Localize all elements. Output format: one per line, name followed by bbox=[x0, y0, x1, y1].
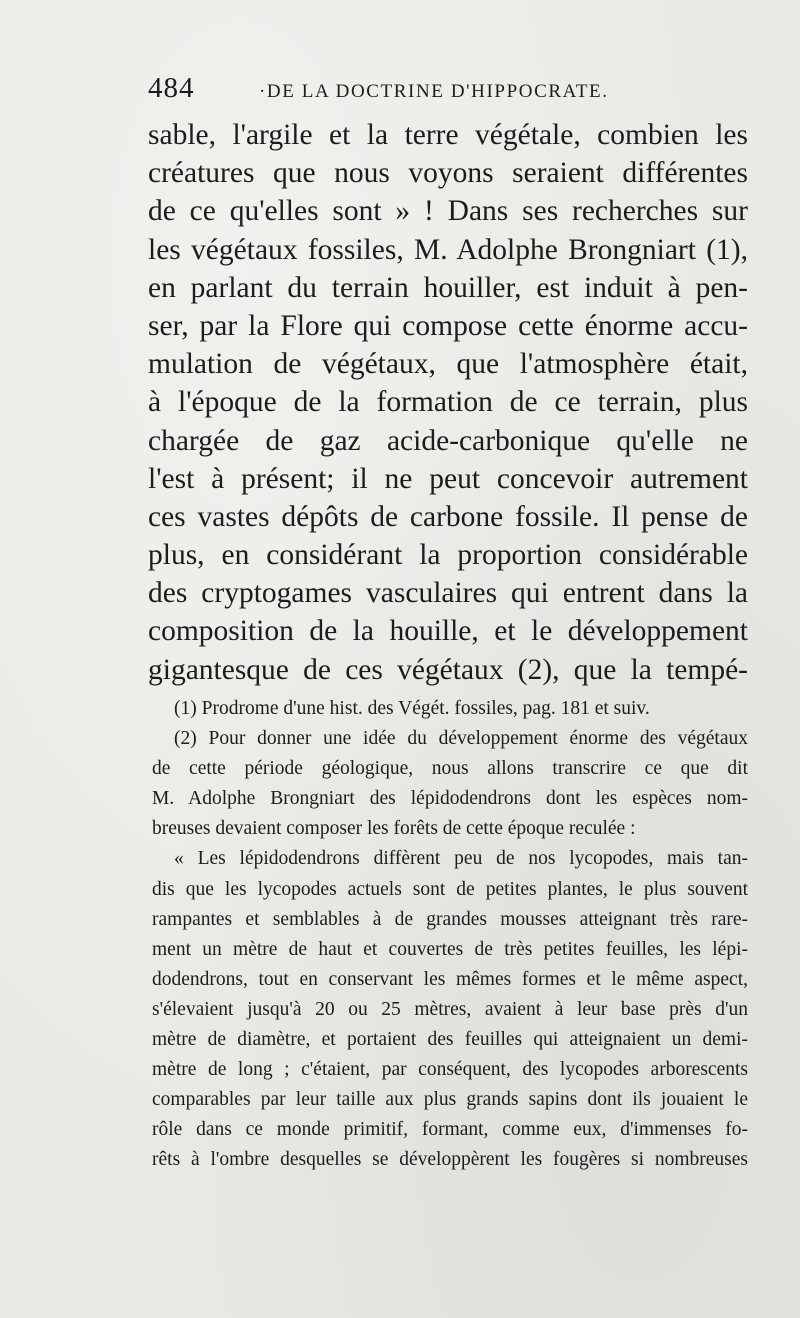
body-line: composition de la houille, et le développement bbox=[148, 615, 748, 648]
body-line: mulation de végétaux, que l'atmosphère était, bbox=[148, 348, 748, 381]
footnotes bbox=[152, 694, 748, 1176]
body-line: sable, l'argile et la terre végétale, combien les bbox=[148, 119, 748, 151]
running-title: ·DE LA DOCTRINE D'HIPPOCRATE. bbox=[259, 81, 609, 102]
footnote-line: rôle dans ce monde primitif, formant, comme eux, d'immenses fo- bbox=[152, 1119, 748, 1141]
body-line: gigantesque de ces végétaux (2), que la tempé- bbox=[148, 653, 748, 686]
footnote-line: comparables par leur taille aux plus grands sapins dont ils jouaient le bbox=[152, 1089, 748, 1111]
footnote-line: ment un mètre de haut et couvertes de très petites feuilles, les lépi- bbox=[152, 938, 748, 960]
body-line: l'est à présent; il ne peut concevoir autrement bbox=[148, 462, 748, 495]
footnote-line: s'élevaient jusqu'à 20 ou 25 mètres, avaient à leur base près d'un bbox=[152, 998, 748, 1020]
footnote-1: (1) Prodrome d'une hist. des Végét. fossiles, pag. 181 et suiv. bbox=[174, 698, 650, 719]
body-line: ces vastes dépôts de carbone fossile. Il pense de bbox=[148, 500, 748, 533]
page-number: 484 bbox=[148, 72, 195, 104]
footnote-line: dodendrons, tout en conservant les mêmes formes et le même aspect, bbox=[152, 968, 748, 990]
body-line: les végétaux fossiles, M. Adolphe Brongniart (1), bbox=[148, 233, 748, 266]
main-text bbox=[148, 116, 748, 689]
body-line: ser, par la Flore qui compose cette énorme accu- bbox=[148, 309, 748, 342]
footnote-line: rampantes et semblables à de grandes mousses atteignant très rare- bbox=[152, 908, 748, 930]
footnote-line: M. Adolphe Brongniart des lépidodendrons dont les espèces nom- bbox=[152, 788, 748, 810]
body-line: plus, en considérant la proportion considérable bbox=[148, 539, 748, 572]
body-line: à l'époque de la formation de ce terrain, plus bbox=[148, 386, 748, 419]
page-header bbox=[148, 72, 748, 112]
footnote-line: mètre de long ; c'étaient, par conséquent, des lycopodes arborescents bbox=[152, 1059, 748, 1081]
footnote-line: mètre de diamètre, et portaient des feuilles qui atteignaient un demi- bbox=[152, 1029, 748, 1051]
body-line: chargée de gaz acide-carbonique qu'elle ne bbox=[148, 424, 748, 457]
body-line: en parlant du terrain houiller, est induit à pen- bbox=[148, 271, 748, 304]
body-line: de ce qu'elles sont » ! Dans ses recherches sur bbox=[148, 195, 748, 228]
footnote-line: breuses devaient composer les forêts de cette époque reculée : bbox=[152, 818, 636, 840]
footnote-line: rêts à l'ombre desquelles se développèrent les fougères si nombreuses bbox=[152, 1149, 748, 1171]
footnote-quote-start: « Les lépidodendrons diffèrent peu de nos lycopodes, mais tan- bbox=[174, 848, 748, 870]
footnote-line: dis que les lycopodes actuels sont de petites plantes, le plus souvent bbox=[152, 878, 748, 900]
body-line: des cryptogames vasculaires qui entrent dans la bbox=[148, 577, 748, 610]
body-line: créatures que nous voyons seraient différentes bbox=[148, 157, 748, 190]
footnote-line: de cette période géologique, nous allons transcrire ce que dit bbox=[152, 758, 748, 780]
footnote-2: (2) Pour donner une idée du développement énorme des végétaux bbox=[174, 728, 748, 750]
